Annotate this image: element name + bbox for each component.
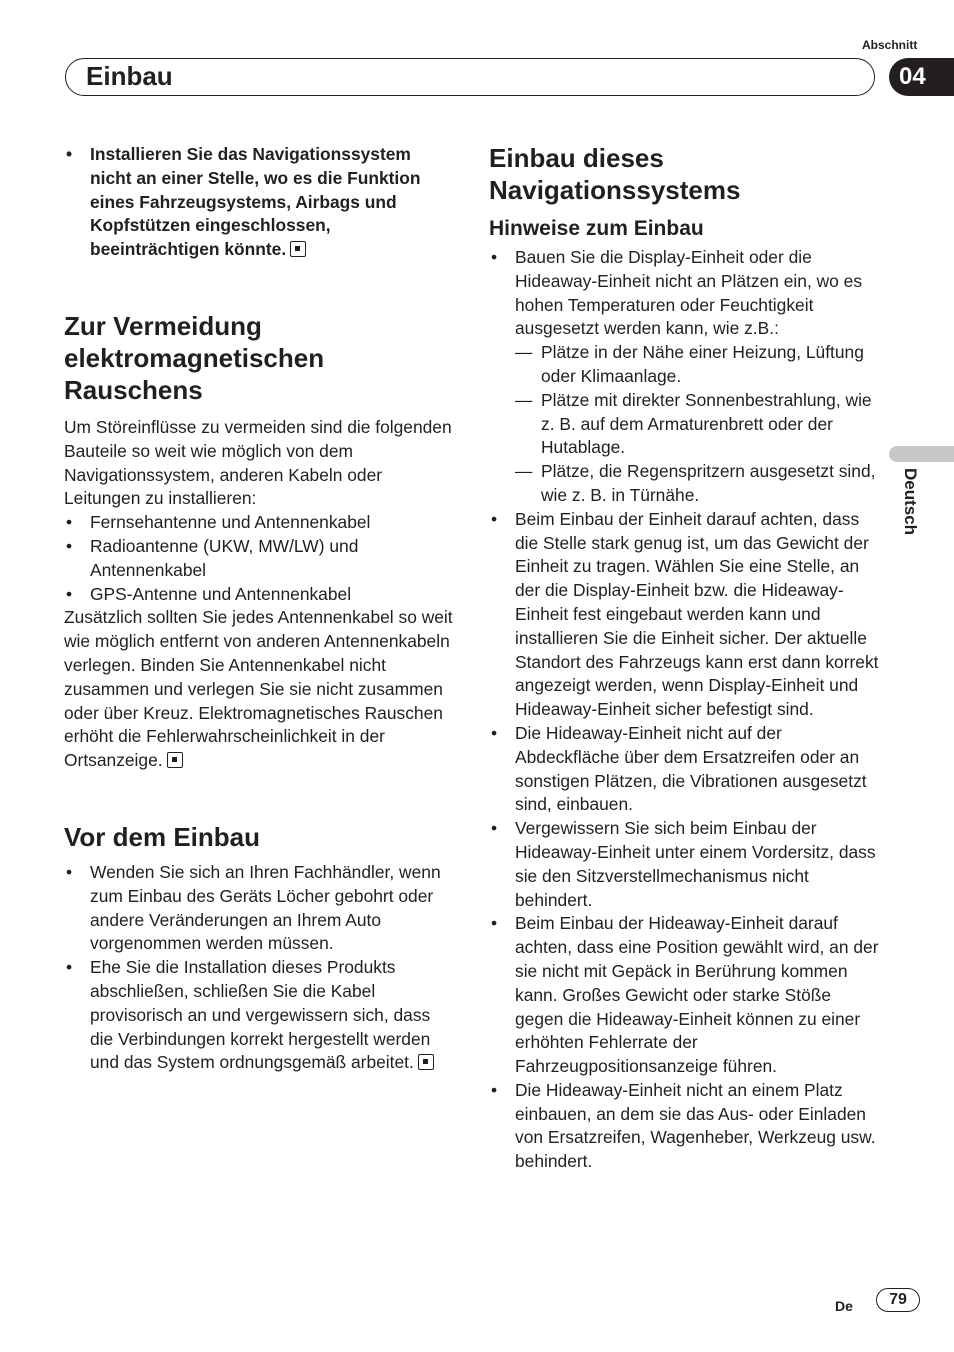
list-item: • Beim Einbau der Einheit darauf achten, dass die Stelle stark genug ist, um das Gewicht der Einheit zu tragen. Wählen Sie eine Stelle, an der die Display-Einheit bzw. die Hideaway-Einheit fest eingebaut werden kann und installieren Sie die Einheit sicher. Der aktuelle Standort des Fahrzeugs kann erst dann korrekt angezeigt werden, wenn Display-Einheit und Hideaway-Einheit sicher befestigt sind. [489, 508, 881, 722]
left-column [64, 143, 456, 1075]
list-item: • Beim Einbau der Hideaway-Einheit darauf achten, dass eine Position gewählt wird, an der sie nicht mit Gepäck in Berührung kommen kann. Großes Gewicht oder starke Stöße gegen die Hideaway-Einheit können zu einer erhöhten Fehlerrate der Fahrzeugpositionsanzeige führen. [489, 912, 881, 1079]
header-bar [65, 58, 875, 96]
list-item: — Plätze, die Regenspritzern ausgesetzt sind, wie z. B. in Türnähe. [515, 460, 881, 508]
subheading-hinweise: Hinweise zum Einbau [489, 217, 704, 240]
list-item: — Plätze in der Nähe einer Heizung, Lüftung oder Klimaanlage. [515, 341, 881, 389]
list-item: • Die Hideaway-Einheit nicht an einem Platz einbauen, an dem sie das Aus- oder Einladen von Ersatzreifen, Wagenheber, Werkzeug usw. behindert. [489, 1079, 881, 1174]
section-number-badge: 04 [889, 58, 954, 96]
paragraph: Um Störeinflüsse zu vermeiden sind die folgenden Bauteile so weit wie möglich von dem Navigationssystem, anderen Kabeln oder Leitungen zu installieren: [64, 416, 452, 509]
page-number: 79 [876, 1288, 920, 1312]
paragraph: Zusätzlich sollten Sie jedes Antennenkabel so weit wie möglich entfernt von anderen Antennenkabeln verlegen. Binden Sie Antennenkabel nicht zusammen und verlegen Sie sie nicht zusammen oder über Kreuz. Elektromagnetisches Rauschen erhöht die Fehlerwahrscheinlichkeit in der Ortsanzeige. [64, 607, 453, 771]
end-mark-icon [290, 241, 306, 257]
heading-rauschen: Zur Vermeidung elektromagnetischen Rauschens [64, 310, 325, 405]
list-item: • Die Hideaway-Einheit nicht auf der Abdeckfläche über dem Ersatzreifen oder an sonstigen Plätzen, die Vibrationen ausgesetzt sind, einbauen. [489, 722, 881, 817]
right-column [489, 142, 881, 1174]
end-mark-icon [167, 752, 183, 768]
language-label: Deutsch [901, 468, 920, 536]
list-item: • Radioantenne (UKW, MW/LW) und Antennenkabel [64, 535, 456, 583]
list-item: • Fernsehantenne und Antennenkabel [64, 511, 456, 535]
section-label: Abschnitt [862, 38, 918, 52]
list-item: • Wenden Sie sich an Ihren Fachhändler, wenn zum Einbau des Geräts Löcher gebohrt oder andere Veränderungen an Ihrem Auto vorgenommen werden müssen. [64, 861, 456, 956]
end-mark-icon [418, 1054, 434, 1070]
hinweise-list [489, 246, 881, 1174]
intro-list [64, 143, 456, 262]
list-item: — Plätze mit direkter Sonnenbestrahlung, wie z. B. auf dem Armaturenbrett oder der Hutablage. [515, 389, 881, 460]
heading-vor-dem-einbau: Vor dem Einbau [64, 821, 260, 852]
place-list [515, 341, 881, 508]
list-item: • Vergewissern Sie sich beim Einbau der Hideaway-Einheit unter einem Vordersitz, dass sie den Sitzverstellmechanismus nicht behindert. [489, 817, 881, 912]
list-item: • Installieren Sie das Navigationssystem nicht an einer Stelle, wo es die Funktion eines Fahrzeugsystems, Airbags und Kopfstützen eingeschlossen, beeinträchtigen könnte. [64, 143, 456, 262]
heading-einbau-navi: Einbau dieses Navigationssystems [489, 143, 741, 205]
list-item: • Ehe Sie die Installation dieses Produkts abschließen, schließen Sie die Kabel provisorisch an und vergewissern sich, dass die Verbindungen korrekt hergestellt werden und das System ordnungsgemäß arbeitet. [64, 956, 456, 1075]
language-tab [889, 446, 954, 462]
list-item: • GPS-Antenne und Antennenkabel [64, 583, 456, 607]
vor-einbau-list [64, 861, 456, 1075]
list-item: • Bauen Sie die Display-Einheit oder die Hideaway-Einheit nicht an Plätzen ein, wo es hohen Temperaturen oder Feuchtigkeit ausgesetzt werden kann, wie z.B.: — Plätze in der Nähe einer Heizung, Lüftung oder Klimaanlage. — Plätze mit direkter Sonnenbestrahlung, wie z. B. auf dem Armaturenbrett oder der Hutablage. — Plätze, die Regenspritzern ausgesetzt sind, wie z. B. in Türnähe. [489, 246, 881, 508]
footer-language: De [835, 1298, 853, 1314]
component-list [64, 511, 456, 606]
page-title: Einbau [86, 61, 173, 91]
